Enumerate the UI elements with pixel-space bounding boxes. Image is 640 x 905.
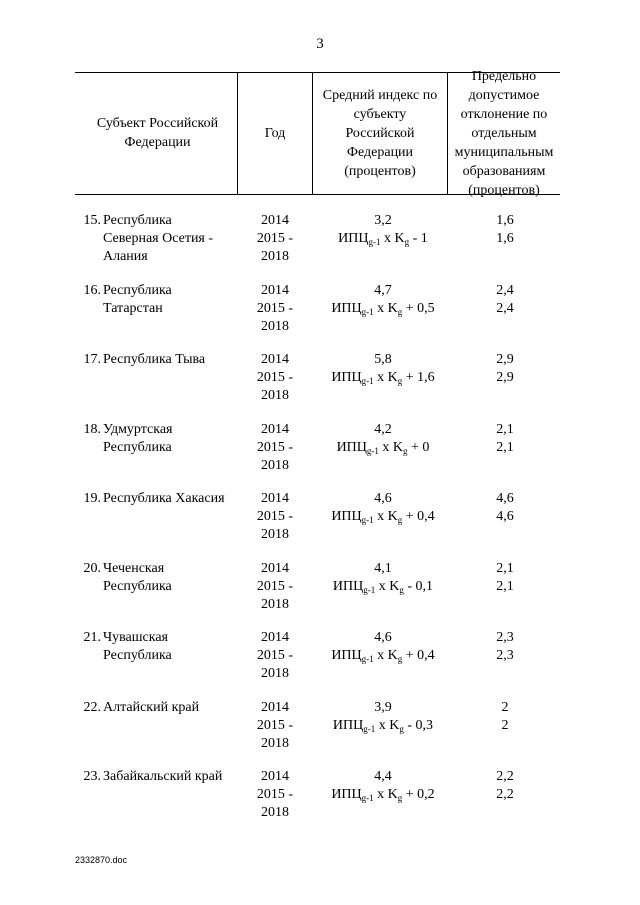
row-number: 17. <box>83 352 101 367</box>
row-number: 16. <box>83 283 101 298</box>
header-year-label: Год <box>264 125 286 141</box>
row-subject <box>103 629 243 665</box>
formula-tail: - 0,1 <box>403 579 434 594</box>
row-deviation-value: 2,1 <box>496 579 514 594</box>
formula-tail: + 1,6 <box>402 370 435 385</box>
table-row <box>0 560 640 620</box>
header-dev-line: муниципальным <box>454 144 554 160</box>
row-year-line: 2018 <box>261 736 289 751</box>
header-dev-line: образованиям <box>462 163 546 179</box>
table-row <box>0 212 640 272</box>
formula-subscript-2: g <box>404 237 410 247</box>
row-year-line: 2018 <box>261 388 289 403</box>
row-index-values <box>313 421 453 457</box>
row-index-2014: 4,2 <box>374 422 392 437</box>
row-subject-line: Республика <box>103 213 172 228</box>
row-deviation-value: 2,1 <box>496 561 514 576</box>
formula-mult: x K <box>373 301 398 316</box>
row-index-values <box>313 212 453 248</box>
row-year-line: 2018 <box>261 458 289 473</box>
row-year-line: 2014 <box>261 283 289 298</box>
formula-mult: x K <box>375 579 400 594</box>
formula-subscript-1: g-1 <box>368 237 381 247</box>
row-subject-line: Алтайский край <box>103 700 200 715</box>
row-deviation-value: 2,3 <box>496 630 514 645</box>
footer-filename: 2332870.doc <box>75 855 128 865</box>
header-subject <box>78 72 237 194</box>
table-row <box>0 699 640 759</box>
row-subject-line: Северная Осетия - <box>103 231 214 246</box>
row-years <box>240 212 310 266</box>
formula-mult: x K <box>375 718 400 733</box>
header-subject-line: Федерации <box>124 135 191 150</box>
row-year-line: 2018 <box>261 319 289 334</box>
formula-mult: x K <box>373 787 398 802</box>
row-year-line: 2015 - <box>256 370 294 385</box>
formula-prefix: ИПЦ <box>331 301 362 316</box>
table-row <box>0 421 640 481</box>
row-year-line: 2015 - <box>256 440 294 455</box>
row-year-line: 2015 - <box>256 509 294 524</box>
row-index-2014: 4,6 <box>374 630 392 645</box>
row-index-2014: 5,8 <box>374 352 392 367</box>
row-number: 20. <box>83 561 101 576</box>
header-avg-line: Федерации <box>346 144 414 160</box>
row-deviation-value: 1,6 <box>496 213 514 228</box>
formula-prefix: ИПЦ <box>331 370 362 385</box>
formula-subscript-2: g <box>397 307 403 317</box>
header-avg-line: Средний индекс по <box>322 87 438 103</box>
row-index-formula <box>313 369 453 387</box>
row-deviations <box>465 212 545 248</box>
row-deviation-value: 2,4 <box>496 283 514 298</box>
row-year-line: 2018 <box>261 249 289 264</box>
row-index-2014: 3,9 <box>374 700 392 715</box>
row-index-values <box>313 768 453 804</box>
row-year-line: 2018 <box>261 805 289 820</box>
formula-tail: + 0,4 <box>402 509 435 524</box>
formula-mult: x K <box>380 231 405 246</box>
row-subject <box>103 560 243 596</box>
formula-subscript-2: g <box>397 654 403 664</box>
row-year-line: 2014 <box>261 769 289 784</box>
formula-mult: x K <box>373 370 398 385</box>
row-year-line: 2014 <box>261 422 289 437</box>
header-avg-line: субъекту <box>353 106 407 122</box>
formula-subscript-1: g-1 <box>361 307 374 317</box>
formula-subscript-1: g-1 <box>366 446 379 456</box>
row-year-line: 2014 <box>261 352 289 367</box>
row-year-line: 2014 <box>261 213 289 228</box>
formula-prefix: ИПЦ <box>336 440 367 455</box>
table-row <box>0 629 640 689</box>
row-subject-line: Чувашская <box>103 630 168 645</box>
row-index-formula <box>313 439 453 457</box>
row-index-formula <box>313 578 453 596</box>
row-year-line: 2015 - <box>256 648 294 663</box>
formula-subscript-2: g <box>397 793 403 803</box>
row-years <box>240 560 310 614</box>
row-deviation-value: 4,6 <box>496 491 514 506</box>
formula-prefix: ИПЦ <box>331 787 362 802</box>
table-row <box>0 282 640 342</box>
row-deviation-value: 2,9 <box>496 370 514 385</box>
row-index-values <box>313 282 453 318</box>
formula-mult: x K <box>373 648 398 663</box>
formula-subscript-2: g <box>399 585 404 595</box>
row-subject-line: Чеченская <box>103 561 165 576</box>
row-number: 15. <box>83 213 101 228</box>
row-subject-line: Удмуртская <box>103 422 173 437</box>
row-subject-line: Алания <box>103 249 148 264</box>
header-avg-line: Российской <box>345 125 415 141</box>
row-index-formula <box>313 508 453 526</box>
row-subject-line: Республика Хакасия <box>103 491 225 506</box>
row-deviations <box>465 560 545 596</box>
formula-subscript-2: g <box>397 515 403 525</box>
row-index-2014: 4,1 <box>374 561 392 576</box>
row-subject <box>103 768 243 786</box>
row-index-values <box>313 629 453 665</box>
row-subject-line: Республика <box>103 283 172 298</box>
table-row <box>0 351 640 411</box>
row-index-2014: 4,7 <box>374 283 392 298</box>
row-deviations <box>465 421 545 457</box>
row-deviation-value: 2,2 <box>496 787 514 802</box>
row-index-values <box>313 699 453 735</box>
header-max-deviation <box>448 68 560 198</box>
row-deviation-value: 2 <box>501 700 509 715</box>
row-subject-line: Республика <box>103 440 172 455</box>
row-subject-line: Республика Тыва <box>103 352 206 367</box>
row-deviation-value: 2 <box>501 718 509 733</box>
row-deviations <box>465 351 545 387</box>
row-index-formula <box>313 647 453 665</box>
row-number: 21. <box>83 630 101 645</box>
row-year-line: 2015 - <box>256 787 294 802</box>
row-deviation-value: 2,3 <box>496 648 514 663</box>
row-index-values <box>313 351 453 387</box>
header-dev-line: Предельно <box>471 68 537 84</box>
formula-tail: + 0 <box>407 440 430 455</box>
formula-tail: - 1 <box>409 231 428 246</box>
row-subject <box>103 421 243 457</box>
row-deviations <box>465 699 545 735</box>
formula-prefix: ИПЦ <box>338 231 369 246</box>
row-subject-line: Татарстан <box>103 301 163 316</box>
header-subject-line: Субъект Российской <box>96 116 219 131</box>
formula-tail: - 0,3 <box>403 718 434 733</box>
header-avg-line: (процентов) <box>344 163 416 179</box>
table-row <box>0 490 640 550</box>
row-deviation-value: 1,6 <box>496 231 514 246</box>
row-index-formula <box>313 717 453 735</box>
row-subject-line: Республика <box>103 648 172 663</box>
row-index-2014: 3,2 <box>374 213 392 228</box>
header-avg-index <box>313 72 447 194</box>
row-years <box>240 768 310 822</box>
row-years <box>240 351 310 405</box>
row-deviation-value: 2,4 <box>496 301 514 316</box>
formula-subscript-2: g <box>403 446 408 456</box>
row-index-formula <box>313 786 453 804</box>
row-year-line: 2014 <box>261 630 289 645</box>
row-deviations <box>465 490 545 526</box>
row-year-line: 2015 - <box>256 231 294 246</box>
formula-subscript-1: g-1 <box>361 654 374 664</box>
row-year-line: 2014 <box>261 561 289 576</box>
row-index-values <box>313 490 453 526</box>
row-year-line: 2015 - <box>256 301 294 316</box>
row-number: 18. <box>83 422 101 437</box>
header-dev-line: отклонение по <box>460 106 548 122</box>
row-subject <box>103 490 243 508</box>
formula-subscript-2: g <box>397 376 403 386</box>
header-year <box>238 72 312 194</box>
row-year-line: 2014 <box>261 700 289 715</box>
formula-subscript-1: g-1 <box>361 376 374 386</box>
table-header-rule <box>75 194 560 195</box>
row-index-2014: 4,4 <box>374 769 392 784</box>
formula-prefix: ИПЦ <box>331 648 362 663</box>
formula-prefix: ИПЦ <box>332 579 364 594</box>
row-years <box>240 421 310 475</box>
page-number: 3 <box>316 36 324 52</box>
formula-prefix: ИПЦ <box>332 718 364 733</box>
row-deviations <box>465 629 545 665</box>
formula-mult: x K <box>373 509 398 524</box>
row-deviation-value: 2,1 <box>496 422 514 437</box>
row-number: 22. <box>83 700 101 715</box>
header-dev-line: отдельным <box>471 125 537 141</box>
row-subject <box>103 282 243 318</box>
formula-subscript-1: g-1 <box>361 515 374 525</box>
row-index-formula <box>313 230 453 248</box>
row-year-line: 2018 <box>261 527 289 542</box>
row-years <box>240 282 310 336</box>
formula-subscript-2: g <box>399 724 404 734</box>
row-index-formula <box>313 300 453 318</box>
row-index-values <box>313 560 453 596</box>
row-number: 19. <box>83 491 101 506</box>
row-subject <box>103 699 243 717</box>
formula-tail: + 0,5 <box>402 301 435 316</box>
row-subject <box>103 351 243 369</box>
row-deviation-value: 2,1 <box>496 440 514 455</box>
formula-prefix: ИПЦ <box>331 509 362 524</box>
formula-mult: x K <box>378 440 404 455</box>
row-year-line: 2015 - <box>256 718 294 733</box>
formula-tail: + 0,4 <box>402 648 435 663</box>
row-deviation-value: 4,6 <box>496 509 514 524</box>
formula-subscript-1: g-1 <box>363 724 376 734</box>
row-year-line: 2014 <box>261 491 289 506</box>
row-subject-line: Забайкальский край <box>103 769 223 784</box>
row-deviations <box>465 282 545 318</box>
row-deviations <box>465 768 545 804</box>
formula-tail: + 0,2 <box>402 787 435 802</box>
row-years <box>240 699 310 753</box>
table-row <box>0 768 640 828</box>
row-years <box>240 629 310 683</box>
header-dev-line: (процентов) <box>468 182 540 198</box>
row-deviation-value: 2,2 <box>496 769 514 784</box>
row-year-line: 2018 <box>261 597 289 612</box>
formula-subscript-1: g-1 <box>361 793 374 803</box>
row-subject-line: Республика <box>103 579 172 594</box>
row-number: 23. <box>83 769 101 784</box>
formula-subscript-1: g-1 <box>363 585 376 595</box>
row-years <box>240 490 310 544</box>
row-year-line: 2018 <box>261 666 289 681</box>
header-dev-line: допустимое <box>468 87 540 103</box>
row-subject <box>103 212 243 266</box>
row-index-2014: 4,6 <box>374 491 392 506</box>
row-year-line: 2015 - <box>256 579 294 594</box>
row-deviation-value: 2,9 <box>496 352 514 367</box>
